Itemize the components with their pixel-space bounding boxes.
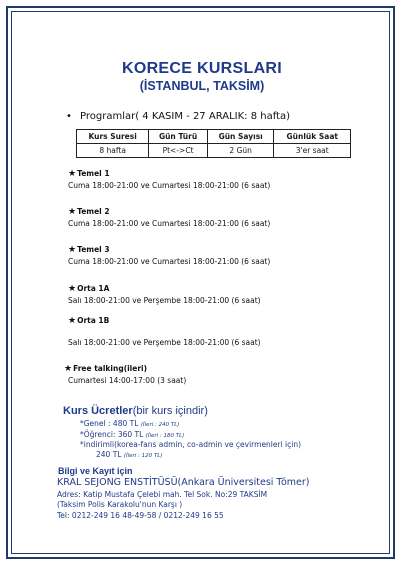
course-name: Free talking(ileri) (73, 364, 148, 373)
table-header: Kurs Suresi (77, 130, 149, 144)
course-time: Salı 18:00-21:00 ve Perşembe 18:00-21:00 (6 saat) (68, 296, 261, 305)
table-header: Gün Sayısı (207, 130, 274, 144)
course-time: Cuma 18:00-21:00 ve Cumartesi 18:00-21:00 (6 saat) (68, 257, 271, 266)
fee-indirimli-price (96, 450, 162, 459)
info-title: Bilgi ve Kayıt için (58, 466, 133, 476)
star-icon: ★ (68, 169, 77, 179)
fees-title-text: Kurs Ücretler (63, 405, 133, 417)
table-cell: 2 Gün (207, 144, 274, 158)
course-free-talking (64, 364, 186, 385)
course-name: Temel 2 (77, 207, 110, 216)
table-cell: 3'er saat (274, 144, 351, 158)
star-icon: ★ (68, 207, 77, 217)
fees-title (63, 405, 208, 417)
fee-ogrenci-note: (İleri : 180 TL) (145, 433, 185, 439)
table-header: Günlük Saat (274, 130, 351, 144)
course-time: Salı 18:00-21:00 ve Perşembe 18:00-21:00 (6 saat) (68, 338, 261, 347)
course-temel-1 (68, 169, 270, 190)
page-subtitle: (İSTANBUL, TAKSİM) (139, 79, 265, 93)
table-cell: 8 hafta (77, 144, 149, 158)
fee-genel (80, 419, 179, 428)
course-orta-1b (68, 316, 261, 347)
program-line (66, 111, 290, 122)
table-header-row (77, 130, 351, 144)
page-title: KORECE KURSLARI (121, 60, 283, 77)
course-time: Cumartesi 14:00-17:00 (3 saat) (68, 376, 187, 385)
fee-ogrenci-text: *Öğrenci: 360 TL (80, 430, 146, 439)
info-landmark: (Taksim Polis Karakolu'nun Karşı ) (57, 500, 183, 509)
course-temel-3 (68, 245, 270, 266)
course-time: Cuma 18:00-21:00 ve Cumartesi 18:00-21:00 (6 saat) (68, 181, 271, 190)
course-name: Temel 1 (77, 169, 110, 178)
info-address: Adres: Katip Mustafa Çelebi mah. Tel Sok. No:29 TAKSİM (57, 490, 268, 499)
course-name: Temel 3 (77, 245, 110, 254)
course-time: Cuma 18:00-21:00 ve Cumartesi 18:00-21:00 (6 saat) (68, 219, 271, 228)
table-cell: Pt<->Ct (149, 144, 208, 158)
fee-genel-note: (İleri : 240 TL) (140, 422, 180, 428)
table-header: Gün Türü (149, 130, 208, 144)
fee-ogrenci (80, 430, 184, 439)
schedule-table (76, 129, 351, 158)
star-icon: ★ (68, 284, 77, 294)
course-orta-1a (68, 284, 261, 305)
table-row (77, 144, 351, 158)
star-icon: ★ (64, 364, 73, 374)
bullet-icon: • (66, 111, 72, 122)
star-icon: ★ (68, 245, 77, 255)
course-temel-2 (68, 207, 270, 228)
program-text: Programlar( 4 KASIM - 27 ARALIK: 8 hafta) (80, 111, 290, 122)
fee-indirimli-note: (İleri : 120 TL) (123, 453, 163, 459)
fees-title-note: (bir kurs içindir) (132, 405, 208, 417)
fee-indirimli: *indirimli(korea-fans admin, co-admin ve çevirmenleri için) (80, 440, 302, 449)
fee-genel-text: *Genel : 480 TL (80, 419, 141, 428)
course-name: Orta 1B (77, 316, 110, 325)
star-icon: ★ (68, 316, 77, 326)
info-institution: KRAL SEJONG ENSTİTÜSÜ(Ankara Üniversitesi Tömer) (57, 477, 310, 488)
info-phone: Tel: 0212-249 16 48-49-58 / 0212-249 16 55 (57, 511, 224, 520)
course-name: Orta 1A (77, 284, 110, 293)
fee-indirimli-price-text: 240 TL (96, 450, 124, 459)
